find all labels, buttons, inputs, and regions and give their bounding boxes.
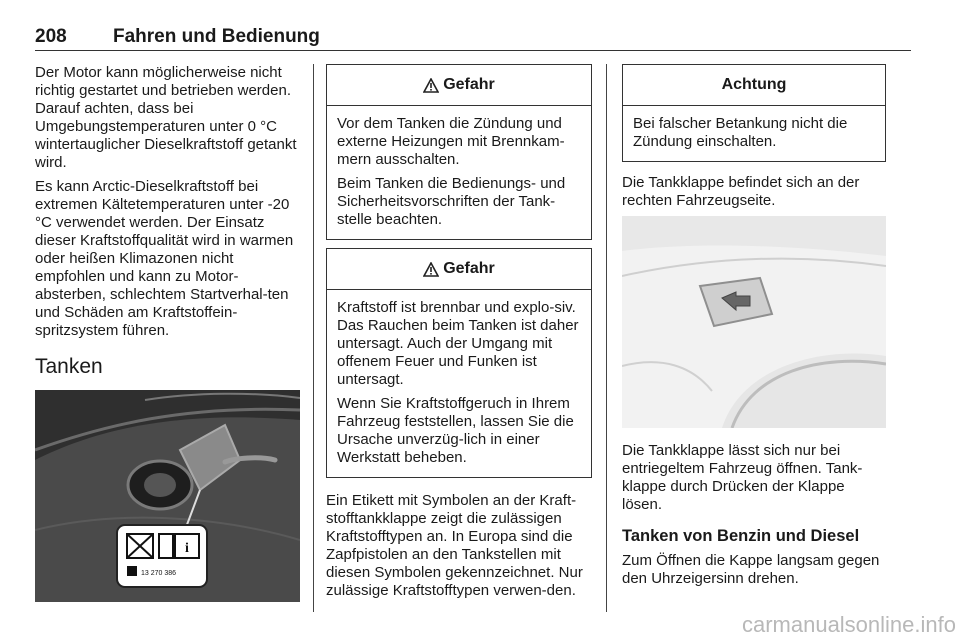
column-left [35,64,300,602]
column-divider [606,64,607,612]
paragraph: Ein Etikett mit Symbolen an der Kraft-stofftankklappe zeigt die zulässigen Kraftstofftypen an. In Europa sind die Zapfpistolen an den Tankstellen mit diesen Symbolen gekennzeichnet. Nur zulässige Kraftstofftypen verwen-den. [326,492,583,599]
paragraph: Wenn Sie Kraftstoffgeruch in Ihrem Fahrzeug feststellen, lassen Sie die Ursache unverzüg-lich in einer Werkstatt beheben. [337,395,574,466]
warning-triangle-icon [423,78,439,93]
warning-triangle-icon [423,262,439,277]
paragraph: Der Motor kann möglicherweise nicht richtig gestartet und betrieben werden. Darauf achten, dass bei Umgebungstemperaturen unter 0 °C wintertauglicher Dieselkraftstoff getankt wird. [35,64,297,171]
column-middle [326,64,592,606]
danger-title: Gefahr [443,76,495,93]
danger-box-header [327,65,591,106]
svg-text:i: i [185,541,189,556]
danger-box [326,64,592,240]
paragraph: Bei falscher Betankung nicht die Zündung einschalten. [633,115,848,150]
paragraph: Vor dem Tanken die Zündung und externe Heizungen mit Brennkam-mern ausschalten. [337,115,565,168]
fuel-filler-illustration [35,390,300,602]
paragraph: Es kann Arctic-Dieselkraftstoff bei extremen Kältetemperaturen unter -20 °C verwendet werden. Der Einsatz dieser Kraftstoffqualität wird in warmen oder heißen Klimazonen nicht empfohlen und kann zu Motor-absterben, schlechtem Startverhal-ten und Schäden am Kraftstoffein-spritzsystem führen. [35,178,294,339]
caution-box [622,64,886,162]
danger-box-header [327,249,591,290]
paragraph: Die Tankklappe befindet sich an der rechten Fahrzeugseite. [622,174,860,209]
page-title: Fahren und Bedienung [113,26,320,47]
watermark: carmanualsonline.info [741,612,956,637]
column-divider [313,64,314,612]
fuel-door-illustration [622,216,886,428]
page-number: 208 [35,26,67,47]
paragraph: Die Tankklappe lässt sich nur bei entriegeltem Fahrzeug öffnen. Tank-klappe durch Drücken der Klappe lösen. [622,442,863,513]
paragraph: Beim Tanken die Bedienungs- und Sicherheitsvorschriften der Tank-stelle beachten. [337,175,566,228]
column-right [622,64,886,594]
danger-title: Gefahr [443,260,495,277]
caution-box-header: Achtung [623,65,885,106]
danger-box [326,248,592,478]
label-code: 13 270 386 [141,570,177,577]
subheading: Tanken von Benzin und Diesel [622,527,860,545]
section-heading: Tanken [35,355,103,378]
page-header [35,22,911,51]
paragraph: Zum Öffnen die Kappe langsam gegen den Uhrzeigersinn drehen. [622,552,880,587]
paragraph: Kraftstoff ist brennbar und explo-siv. Das Rauchen beim Tanken ist daher untersagt. Auch der Umgang mit offenem Feuer und Funken ist untersagt. [337,299,579,388]
